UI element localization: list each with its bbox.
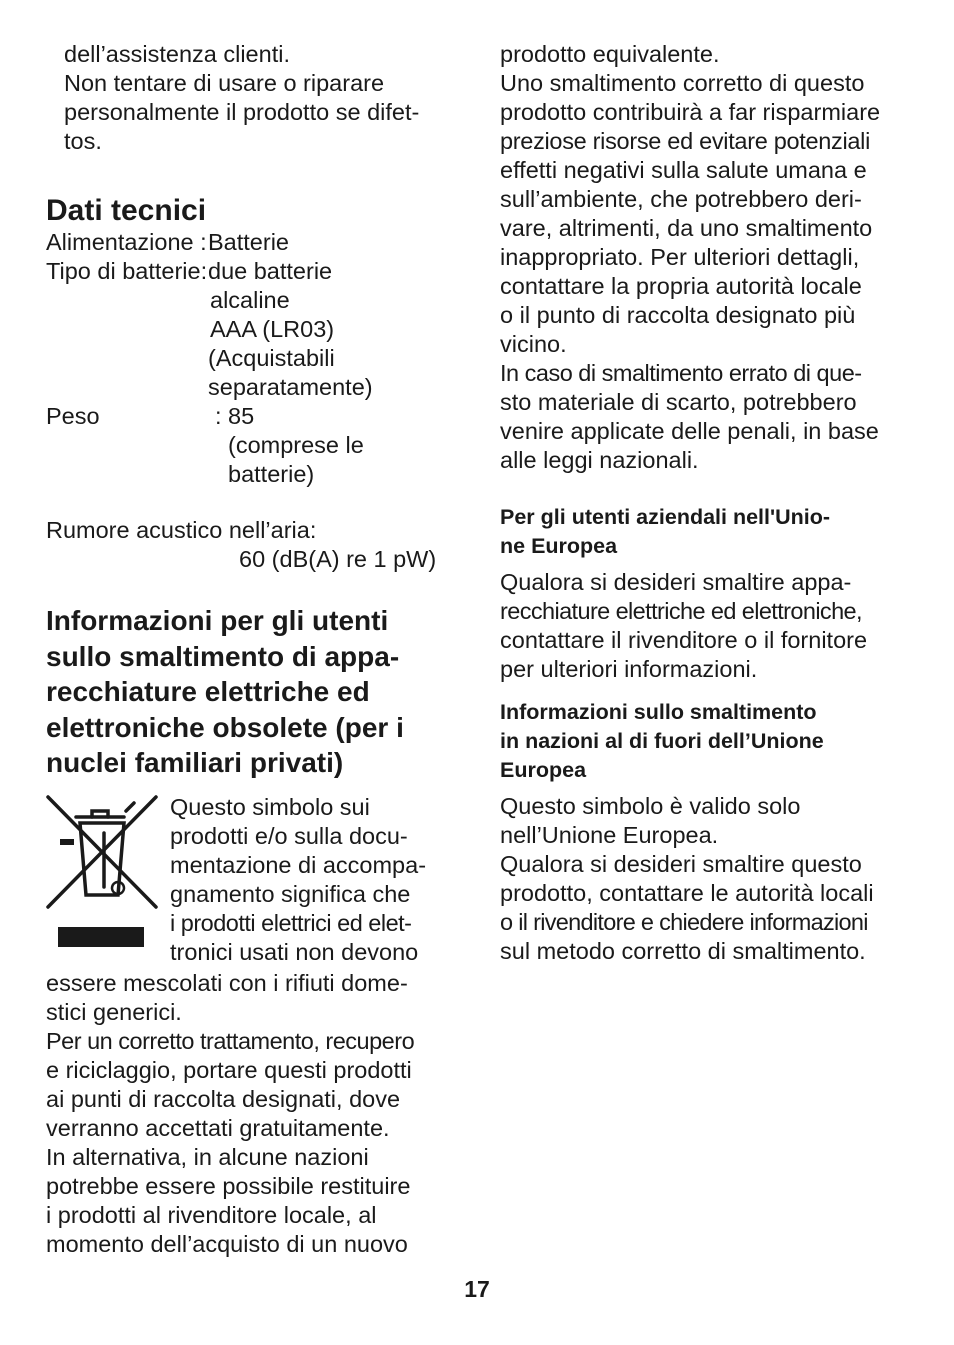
spec-colon: : bbox=[215, 403, 222, 429]
spec-value-line: AAA (LR03) bbox=[210, 316, 335, 342]
right-column bbox=[500, 40, 910, 966]
outside-eu-heading bbox=[500, 698, 910, 785]
spec-value-line: due batterie bbox=[208, 258, 333, 284]
text-line: Per un corretto trattamento, recupero bbox=[46, 1027, 415, 1054]
spec-row-weight bbox=[46, 402, 456, 489]
text-line: stici generici. bbox=[46, 998, 182, 1025]
text-line: o il punto di raccolta designato più bbox=[500, 302, 856, 328]
spec-value-line: (comprese le bbox=[228, 432, 364, 458]
intro-text bbox=[46, 40, 456, 156]
heading-line: in nazioni al di fuori dell’Unione bbox=[500, 729, 824, 753]
noise-value: 60 (dB(A) re 1 pW) bbox=[239, 546, 437, 572]
text-line: Questo simbolo è valido solo bbox=[500, 793, 801, 819]
text-line: prodotti e/o sulla docu- bbox=[170, 822, 408, 849]
heading-line: elettroniche obsolete (per i bbox=[46, 711, 404, 743]
text-line: essere mescolati con i rifiuti dome- bbox=[46, 969, 408, 996]
spec-value bbox=[208, 257, 373, 402]
text-line: nell’Unione Europea. bbox=[500, 822, 719, 848]
spec-label: Alimentazione : bbox=[46, 229, 207, 255]
outside-eu-text bbox=[500, 792, 910, 966]
weee-section bbox=[46, 795, 456, 969]
disposal-body bbox=[46, 969, 456, 1259]
spec-value-line: alcaline bbox=[210, 287, 290, 313]
heading-line: recchiature elettriche ed bbox=[46, 676, 370, 707]
heading-line: sullo smaltimento di appa- bbox=[46, 640, 400, 672]
left-column bbox=[46, 40, 456, 1259]
text-line: dell’assistenza clienti. bbox=[64, 41, 290, 67]
text-line: prodotto, contattare le autorità locali bbox=[500, 880, 874, 906]
heading-line: ne Europea bbox=[500, 534, 618, 558]
spec-label-text: Peso bbox=[46, 403, 100, 429]
spec-value-line: separatamente) bbox=[208, 374, 373, 400]
text-line: inappropriato. Per ulteriori dettagli, bbox=[500, 244, 860, 270]
text-line: Qualora si desideri smaltire appa- bbox=[500, 569, 852, 595]
text-line: preziose risorse ed evitare potenziali bbox=[500, 128, 871, 154]
text-line: e riciclaggio, portare questi prodotti bbox=[46, 1056, 412, 1083]
text-line: In caso di smaltimento errato di que- bbox=[500, 360, 862, 386]
text-line: momento dell’acquisto di un nuovo bbox=[46, 1230, 408, 1257]
text-line: vicino. bbox=[500, 331, 567, 357]
page-number: 17 bbox=[464, 1276, 490, 1302]
spec-row-power bbox=[46, 228, 456, 257]
text-line: tos. bbox=[64, 128, 102, 154]
text-line: verranno accettati gratuitamente. bbox=[46, 1114, 390, 1141]
spec-value-line: (Acquistabili bbox=[208, 345, 335, 371]
text-line: i prodotti al rivenditore locale, al bbox=[46, 1201, 377, 1228]
heading-line: Informazioni per gli utenti bbox=[46, 605, 389, 636]
text-line: ai punti di raccolta designati, dove bbox=[46, 1085, 401, 1112]
text-line: Non tentare di usare o riparare bbox=[64, 70, 385, 96]
disposal-continued bbox=[500, 40, 910, 475]
disposal-heading bbox=[46, 603, 456, 781]
spec-value: Batterie bbox=[208, 229, 289, 255]
noise-label: Rumore acustico nell’aria: bbox=[46, 517, 317, 543]
text-line: venire applicate delle penali, in base bbox=[500, 418, 879, 444]
text-line: Uno smaltimento corretto di questo bbox=[500, 70, 865, 96]
text-line: o il rivenditore e chiedere informazioni bbox=[500, 909, 868, 935]
spec-value-line: batterie) bbox=[228, 461, 315, 487]
spec-value bbox=[228, 402, 364, 489]
text-line: contattare il rivenditore o il fornitore bbox=[500, 627, 868, 653]
business-users-text bbox=[500, 568, 910, 684]
heading-line: Informazioni sullo smaltimento bbox=[500, 700, 817, 724]
heading-line: nuclei familiari privati) bbox=[46, 747, 344, 778]
text-line: alle leggi nazionali. bbox=[500, 447, 699, 473]
text-line: personalmente il prodotto se difet- bbox=[64, 99, 420, 125]
text-line: In alternativa, in alcune nazioni bbox=[46, 1143, 369, 1170]
text-line: sto materiale di scarto, potrebbero bbox=[500, 389, 857, 415]
text-line: prodotto contribuirà a far risparmiare bbox=[500, 99, 881, 125]
business-users-heading bbox=[500, 503, 910, 561]
text-line: tronici usati non devono bbox=[170, 938, 419, 965]
text-line: gnamento significa che bbox=[170, 880, 411, 907]
text-line: vare, altrimenti, da uno smaltimento bbox=[500, 215, 873, 241]
tech-data-heading: Dati tecnici bbox=[46, 194, 207, 227]
heading-line: Per gli utenti aziendali nell'Unio- bbox=[500, 505, 831, 529]
spec-label: Tipo di batterie: bbox=[46, 258, 208, 284]
text-line: contattare la propria autorità locale bbox=[500, 273, 862, 299]
text-line: mentazione di accompa- bbox=[170, 851, 427, 878]
text-line: prodotto equivalente. bbox=[500, 41, 720, 67]
text-line: Questo simbolo sui bbox=[170, 793, 370, 820]
text-line: recchiature elettriche ed elettroniche, bbox=[500, 598, 862, 624]
text-line: sul metodo corretto di smaltimento. bbox=[500, 938, 866, 964]
text-line: potrebbe essere possibile restituire bbox=[46, 1172, 411, 1199]
text-line: effetti negativi sulla salute umana e bbox=[500, 157, 867, 183]
text-line: sull’ambiente, che potrebbero deri- bbox=[500, 186, 862, 212]
spec-table bbox=[46, 228, 456, 489]
text-line: i prodotti elettrici ed elet- bbox=[170, 909, 412, 936]
spec-row-battery bbox=[46, 257, 456, 402]
text-line: Qualora si desideri smaltire questo bbox=[500, 851, 862, 877]
crossed-out-bin-icon bbox=[46, 795, 166, 955]
heading-line: Europea bbox=[500, 758, 587, 782]
spec-value-line: 85 bbox=[228, 403, 255, 429]
text-line: per ulteriori informazioni. bbox=[500, 656, 758, 682]
symbol-description bbox=[170, 793, 426, 967]
spec-label bbox=[46, 402, 222, 489]
